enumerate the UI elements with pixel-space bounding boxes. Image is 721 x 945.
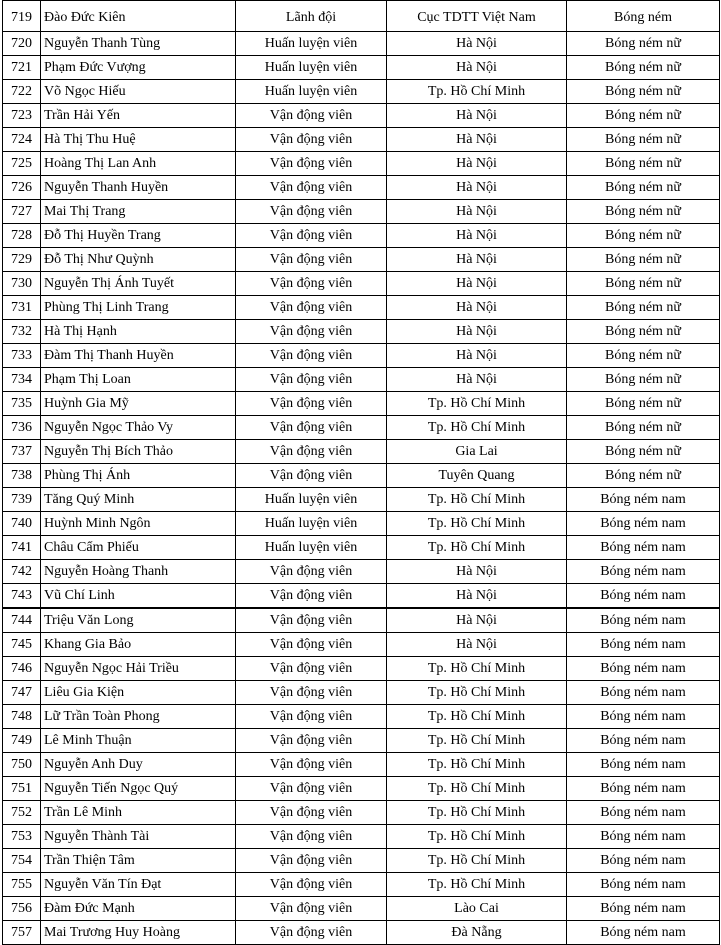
sport-event: Bóng ném nam: [567, 681, 720, 705]
person-role: Vận động viên: [236, 753, 387, 777]
person-role: Vận động viên: [236, 584, 387, 609]
person-role: Vận động viên: [236, 801, 387, 825]
sport-event: Bóng ném nam: [567, 560, 720, 584]
person-name: Nguyễn Thanh Tùng: [41, 32, 236, 56]
person-name: Huỳnh Gia Mỹ: [41, 392, 236, 416]
sport-event: Bóng ném nam: [567, 536, 720, 560]
row-number: 724: [3, 128, 41, 152]
table-row: [3, 392, 720, 416]
person-name: Trần Lê Minh: [41, 801, 236, 825]
person-role: Vận động viên: [236, 681, 387, 705]
person-name: Hoàng Thị Lan Anh: [41, 152, 236, 176]
person-role: Vận động viên: [236, 657, 387, 681]
row-number: 744: [3, 608, 41, 633]
sport-event: Bóng ném nam: [567, 921, 720, 945]
sport-event: Bóng ném nam: [567, 849, 720, 873]
person-name: Vũ Chí Linh: [41, 584, 236, 609]
person-role: Vận động viên: [236, 200, 387, 224]
person-role: Vận động viên: [236, 224, 387, 248]
table-row: [3, 873, 720, 897]
sport-event: Bóng ném nam: [567, 488, 720, 512]
person-name: Huỳnh Minh Ngôn: [41, 512, 236, 536]
person-role: Vận động viên: [236, 921, 387, 945]
person-unit: Tp. Hồ Chí Minh: [387, 825, 567, 849]
person-name: Tăng Quý Minh: [41, 488, 236, 512]
person-unit: Tp. Hồ Chí Minh: [387, 80, 567, 104]
person-role: Vận động viên: [236, 368, 387, 392]
table-row: [3, 248, 720, 272]
person-name: Trần Hải Yến: [41, 104, 236, 128]
row-number: 752: [3, 801, 41, 825]
sport-event: Bóng ném nam: [567, 729, 720, 753]
table-row: [3, 56, 720, 80]
row-number: 730: [3, 272, 41, 296]
row-number: 734: [3, 368, 41, 392]
person-role: Vận động viên: [236, 777, 387, 801]
person-unit: Hà Nội: [387, 368, 567, 392]
row-number: 723: [3, 104, 41, 128]
sport-event: Bóng ném nữ: [567, 296, 720, 320]
person-name: Nguyễn Ngọc Thảo Vy: [41, 416, 236, 440]
person-unit: Hà Nội: [387, 248, 567, 272]
person-name: Đàm Đức Mạnh: [41, 897, 236, 921]
person-unit: Tp. Hồ Chí Minh: [387, 777, 567, 801]
table-row: [3, 344, 720, 368]
person-role: Vận động viên: [236, 633, 387, 657]
person-name: Lê Minh Thuận: [41, 729, 236, 753]
person-role: Vận động viên: [236, 296, 387, 320]
sport-event: Bóng ném nam: [567, 777, 720, 801]
row-number: 745: [3, 633, 41, 657]
table-row: [3, 416, 720, 440]
person-role: Vận động viên: [236, 608, 387, 633]
person-name: Nguyễn Ngọc Hải Triều: [41, 657, 236, 681]
person-role: Huấn luyện viên: [236, 488, 387, 512]
person-role: Vận động viên: [236, 320, 387, 344]
person-role: Vận động viên: [236, 416, 387, 440]
row-number: 732: [3, 320, 41, 344]
sport-event: Bóng ném nam: [567, 801, 720, 825]
table-row: [3, 104, 720, 128]
person-unit: Đà Nẵng: [387, 921, 567, 945]
table-row: [3, 897, 720, 921]
person-role: Vận động viên: [236, 849, 387, 873]
sport-event: Bóng ném nữ: [567, 32, 720, 56]
table-row: [3, 296, 720, 320]
table-row: [3, 560, 720, 584]
row-number: 751: [3, 777, 41, 801]
person-unit: Tp. Hồ Chí Minh: [387, 801, 567, 825]
row-number: 726: [3, 176, 41, 200]
sport-event: Bóng ném nữ: [567, 392, 720, 416]
person-unit: Tp. Hồ Chí Minh: [387, 753, 567, 777]
table-row: [3, 128, 720, 152]
person-name: Nguyễn Tiến Ngọc Quý: [41, 777, 236, 801]
person-name: Nguyễn Hoàng Thanh: [41, 560, 236, 584]
sport-event: Bóng ném nam: [567, 825, 720, 849]
person-unit: Tp. Hồ Chí Minh: [387, 392, 567, 416]
row-number: 739: [3, 488, 41, 512]
person-name: Hà Thị Hạnh: [41, 320, 236, 344]
person-unit: Tp. Hồ Chí Minh: [387, 873, 567, 897]
row-number: 719: [3, 1, 41, 32]
table-row: [3, 512, 720, 536]
table-row: [3, 1, 720, 32]
row-number: 749: [3, 729, 41, 753]
person-role: Vận động viên: [236, 104, 387, 128]
table-row: [3, 32, 720, 56]
row-number: 740: [3, 512, 41, 536]
person-unit: Hà Nội: [387, 608, 567, 633]
row-number: 747: [3, 681, 41, 705]
row-number: 735: [3, 392, 41, 416]
person-role: Vận động viên: [236, 248, 387, 272]
person-unit: Tp. Hồ Chí Minh: [387, 657, 567, 681]
person-unit: Hà Nội: [387, 200, 567, 224]
person-unit: Tp. Hồ Chí Minh: [387, 849, 567, 873]
sport-event: Bóng ném nữ: [567, 464, 720, 488]
sport-event: Bóng ném nữ: [567, 224, 720, 248]
person-unit: Hà Nội: [387, 633, 567, 657]
person-role: Huấn luyện viên: [236, 536, 387, 560]
person-role: Huấn luyện viên: [236, 32, 387, 56]
row-number: 728: [3, 224, 41, 248]
person-role: Vận động viên: [236, 176, 387, 200]
table-row: [3, 464, 720, 488]
person-unit: Tp. Hồ Chí Minh: [387, 536, 567, 560]
table-row: [3, 705, 720, 729]
row-number: 736: [3, 416, 41, 440]
person-name: Đào Đức Kiên: [41, 1, 236, 32]
person-name: Mai Trương Huy Hoàng: [41, 921, 236, 945]
row-number: 729: [3, 248, 41, 272]
person-name: Trần Thiện Tâm: [41, 849, 236, 873]
sport-event: Bóng ném nữ: [567, 104, 720, 128]
person-name: Nguyễn Văn Tín Đạt: [41, 873, 236, 897]
person-unit: Hà Nội: [387, 56, 567, 80]
person-name: Đàm Thị Thanh Huyền: [41, 344, 236, 368]
table-row: [3, 801, 720, 825]
person-unit: Tp. Hồ Chí Minh: [387, 416, 567, 440]
table-row: [3, 368, 720, 392]
person-unit: Cục TDTT Việt Nam: [387, 1, 567, 32]
person-unit: Hà Nội: [387, 104, 567, 128]
table-row: [3, 753, 720, 777]
table-row: [3, 176, 720, 200]
person-role: Vận động viên: [236, 128, 387, 152]
sport-event: Bóng ném nam: [567, 657, 720, 681]
person-unit: Tuyên Quang: [387, 464, 567, 488]
person-role: Vận động viên: [236, 705, 387, 729]
person-role: Vận động viên: [236, 560, 387, 584]
person-role: Huấn luyện viên: [236, 56, 387, 80]
table-row: [3, 152, 720, 176]
sport-event: Bóng ném nam: [567, 633, 720, 657]
sport-event: Bóng ném nữ: [567, 320, 720, 344]
person-name: Nguyễn Thị Ánh Tuyết: [41, 272, 236, 296]
person-role: Lãnh đội: [236, 1, 387, 32]
row-number: 748: [3, 705, 41, 729]
row-number: 755: [3, 873, 41, 897]
person-unit: Hà Nội: [387, 152, 567, 176]
sport-event: Bóng ném: [567, 1, 720, 32]
person-unit: Lào Cai: [387, 897, 567, 921]
row-number: 743: [3, 584, 41, 609]
person-role: Vận động viên: [236, 729, 387, 753]
sport-event: Bóng ném nam: [567, 705, 720, 729]
person-role: Vận động viên: [236, 344, 387, 368]
table-row: [3, 633, 720, 657]
table-row: [3, 80, 720, 104]
person-unit: Gia Lai: [387, 440, 567, 464]
person-unit: Tp. Hồ Chí Minh: [387, 488, 567, 512]
person-name: Triệu Văn Long: [41, 608, 236, 633]
table-row: [3, 272, 720, 296]
person-role: Vận động viên: [236, 440, 387, 464]
person-unit: Hà Nội: [387, 320, 567, 344]
sport-event: Bóng ném nữ: [567, 56, 720, 80]
person-name: Hà Thị Thu Huệ: [41, 128, 236, 152]
row-number: 756: [3, 897, 41, 921]
table-row: [3, 681, 720, 705]
person-unit: Tp. Hồ Chí Minh: [387, 705, 567, 729]
person-name: Nguyễn Anh Duy: [41, 753, 236, 777]
person-unit: Hà Nội: [387, 176, 567, 200]
sport-event: Bóng ném nam: [567, 608, 720, 633]
person-role: Huấn luyện viên: [236, 80, 387, 104]
person-name: Nguyễn Thành Tài: [41, 825, 236, 849]
table-row: [3, 200, 720, 224]
row-number: 737: [3, 440, 41, 464]
row-number: 753: [3, 825, 41, 849]
person-name: Khang Gia Bảo: [41, 633, 236, 657]
person-name: Đỗ Thị Huyền Trang: [41, 224, 236, 248]
row-number: 721: [3, 56, 41, 80]
sport-event: Bóng ném nữ: [567, 128, 720, 152]
row-number: 741: [3, 536, 41, 560]
table-row: [3, 224, 720, 248]
roster-table-body: [3, 1, 720, 945]
row-number: 722: [3, 80, 41, 104]
person-role: Vận động viên: [236, 152, 387, 176]
row-number: 746: [3, 657, 41, 681]
table-row: [3, 729, 720, 753]
person-name: Võ Ngọc Hiếu: [41, 80, 236, 104]
sport-event: Bóng ném nam: [567, 897, 720, 921]
sport-event: Bóng ném nữ: [567, 248, 720, 272]
roster-table: [2, 0, 720, 945]
row-number: 731: [3, 296, 41, 320]
person-role: Vận động viên: [236, 897, 387, 921]
table-row: [3, 849, 720, 873]
table-row: [3, 584, 720, 609]
person-name: Liêu Gia Kiện: [41, 681, 236, 705]
sport-event: Bóng ném nữ: [567, 416, 720, 440]
person-unit: Tp. Hồ Chí Minh: [387, 729, 567, 753]
row-number: 757: [3, 921, 41, 945]
row-number: 720: [3, 32, 41, 56]
sport-event: Bóng ném nữ: [567, 368, 720, 392]
person-name: Lữ Trần Toàn Phong: [41, 705, 236, 729]
row-number: 738: [3, 464, 41, 488]
sport-event: Bóng ném nam: [567, 753, 720, 777]
sport-event: Bóng ném nữ: [567, 344, 720, 368]
table-row: [3, 921, 720, 945]
table-row: [3, 608, 720, 633]
person-unit: Hà Nội: [387, 272, 567, 296]
person-name: Phạm Đức Vượng: [41, 56, 236, 80]
person-unit: Hà Nội: [387, 32, 567, 56]
sport-event: Bóng ném nữ: [567, 176, 720, 200]
person-name: Mai Thị Trang: [41, 200, 236, 224]
sport-event: Bóng ném nữ: [567, 80, 720, 104]
person-role: Vận động viên: [236, 464, 387, 488]
sport-event: Bóng ném nam: [567, 873, 720, 897]
person-role: Vận động viên: [236, 825, 387, 849]
person-unit: Tp. Hồ Chí Minh: [387, 681, 567, 705]
table-row: [3, 536, 720, 560]
table-row: [3, 320, 720, 344]
person-role: Vận động viên: [236, 873, 387, 897]
person-name: Đỗ Thị Như Quỳnh: [41, 248, 236, 272]
table-row: [3, 488, 720, 512]
table-row: [3, 825, 720, 849]
person-name: Nguyễn Thanh Huyền: [41, 176, 236, 200]
row-number: 750: [3, 753, 41, 777]
person-name: Phùng Thị Linh Trang: [41, 296, 236, 320]
person-unit: Hà Nội: [387, 560, 567, 584]
row-number: 725: [3, 152, 41, 176]
sport-event: Bóng ném nam: [567, 584, 720, 609]
sport-event: Bóng ném nữ: [567, 272, 720, 296]
person-role: Huấn luyện viên: [236, 512, 387, 536]
table-row: [3, 657, 720, 681]
sport-event: Bóng ném nữ: [567, 152, 720, 176]
person-unit: Hà Nội: [387, 344, 567, 368]
person-name: Phùng Thị Ánh: [41, 464, 236, 488]
person-unit: Hà Nội: [387, 584, 567, 609]
table-row: [3, 777, 720, 801]
row-number: 733: [3, 344, 41, 368]
person-name: Phạm Thị Loan: [41, 368, 236, 392]
sport-event: Bóng ném nữ: [567, 440, 720, 464]
person-unit: Hà Nội: [387, 224, 567, 248]
sport-event: Bóng ném nam: [567, 512, 720, 536]
row-number: 742: [3, 560, 41, 584]
row-number: 727: [3, 200, 41, 224]
person-role: Vận động viên: [236, 272, 387, 296]
person-name: Châu Cẩm Phiếu: [41, 536, 236, 560]
person-name: Nguyễn Thị Bích Thảo: [41, 440, 236, 464]
person-unit: Hà Nội: [387, 128, 567, 152]
person-unit: Tp. Hồ Chí Minh: [387, 512, 567, 536]
table-row: [3, 440, 720, 464]
row-number: 754: [3, 849, 41, 873]
person-unit: Hà Nội: [387, 296, 567, 320]
person-role: Vận động viên: [236, 392, 387, 416]
sport-event: Bóng ném nữ: [567, 200, 720, 224]
